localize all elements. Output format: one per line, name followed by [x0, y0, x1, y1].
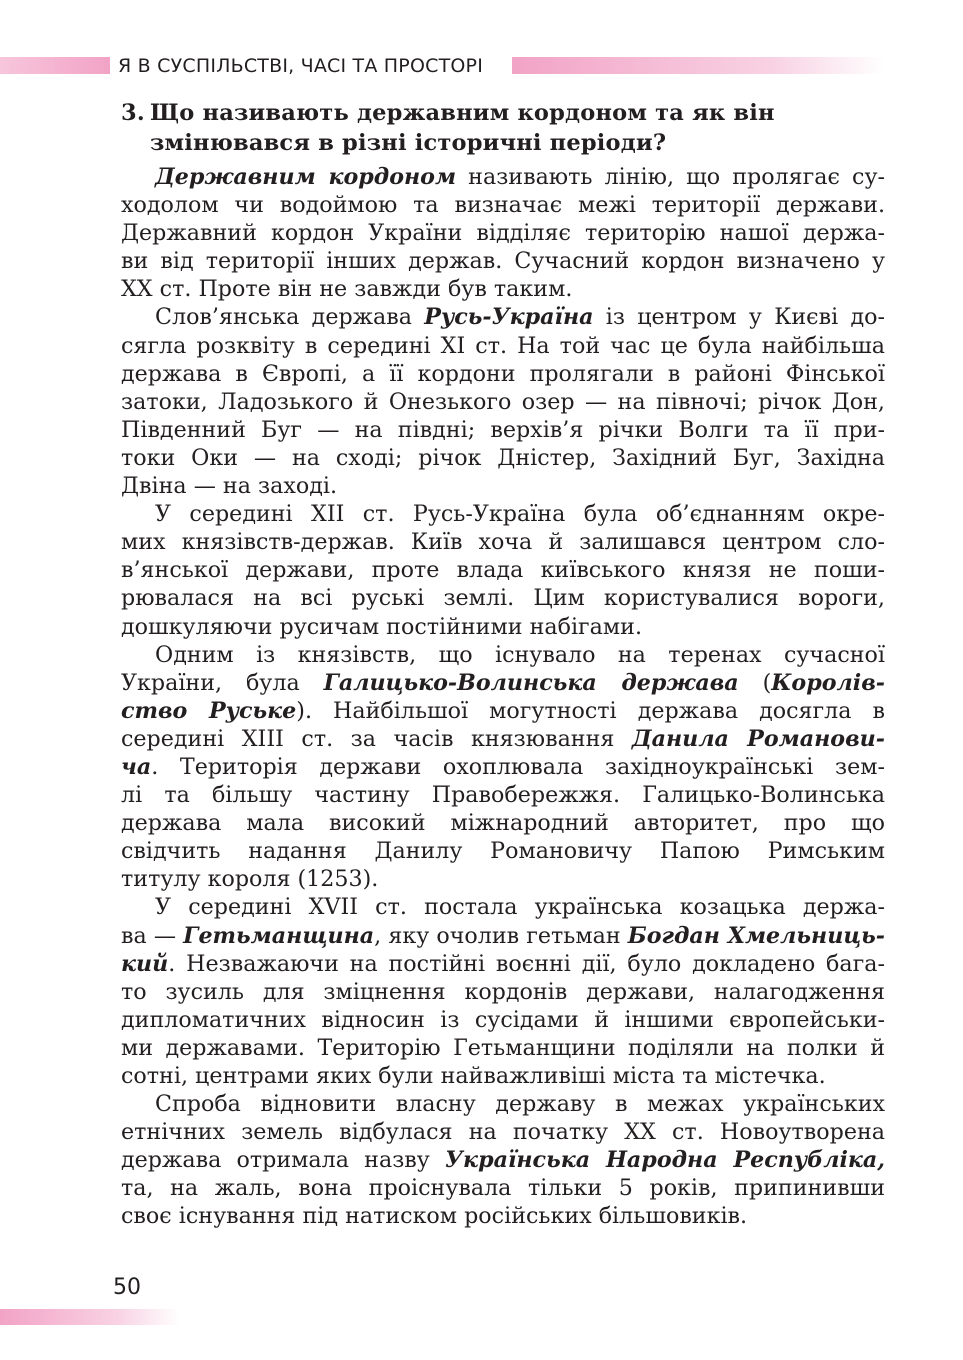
text-line: мих князівств-держав. Київ хоча й залишався центром сло-: [121, 529, 885, 556]
term-state-border: Державним кордоном: [155, 164, 457, 190]
text-line: Одним із князівств, що існувало на теренах сучасної: [155, 641, 885, 668]
text-line: дошкуляючи русичам постійними набігами.: [121, 613, 642, 640]
text-line: [121, 922, 885, 950]
text-span: ва —: [121, 922, 184, 949]
text-span: , яку очолив гетьман: [374, 922, 628, 949]
term-kingdom-of-ruthenia: Королів-: [771, 669, 885, 696]
text-line: [121, 950, 885, 978]
term-ukrainian-peoples-republic: Українська Народна Республіка: [445, 1147, 878, 1174]
text-span: ,: [877, 1147, 885, 1174]
text-span: держава отримала назву: [121, 1147, 446, 1174]
text-line: етнічних земель відбулася на початку XX ст. Новоутворена: [121, 1119, 885, 1146]
text-span: із центром у Києві до-: [593, 304, 885, 331]
text-line: [121, 303, 885, 331]
text-line: свідчить надання Данилу Романовичу Папою Римським: [121, 838, 885, 865]
text-line: дипломатичних відносин із сусідами й іншими європейськи-: [121, 1006, 885, 1033]
term-bohdan-khmelnytsky: кий: [121, 950, 169, 977]
term-bohdan-khmelnytsky: Богдан Хмельниць-: [627, 922, 885, 949]
text-span: . Незважаючи на постійні воєнні дії, було докладено бага-: [168, 950, 885, 977]
section-question: [121, 98, 885, 158]
footer-decor-bar: [0, 1309, 180, 1325]
text-line: Південний Буг — на півдні; верхів’я річки Волги та її при-: [121, 416, 885, 443]
text-line: лі та більшу частину Правобережжя. Галицько-Волинська: [121, 782, 885, 809]
paragraph-12th-century: [121, 500, 885, 640]
term-kingdom-of-ruthenia: ство Руське: [121, 697, 297, 724]
header-decor-bar-right: [512, 57, 884, 74]
paragraph-unr: [121, 1090, 885, 1230]
paragraph-state-border: [121, 163, 885, 303]
text-line: токи Оки — на сході; річок Дністер, Західний Буг, Західна: [121, 444, 885, 471]
text-line: то зусиль для зміцнення кордонів держави, налагодження: [121, 978, 885, 1005]
text-line: [121, 1146, 885, 1174]
text-line: сотні, центрами яких були найважливіші міста та містечка.: [121, 1063, 826, 1089]
question-number: 3.: [121, 100, 145, 126]
term-danylo-romanovych: Данила Романови-: [631, 725, 885, 752]
text-line: рювалася на всі руські землі. Цим користувалися вороги,: [121, 585, 885, 612]
text-span: (: [738, 669, 772, 696]
text-span: середині XIII ст. за часів князювання: [121, 725, 632, 752]
text-line: [121, 669, 885, 697]
header-title: Я В СУСПІЛЬСТВІ, ЧАСІ ТА ПРОСТОРІ: [118, 55, 483, 77]
text-line: сягла розквіту в середині XI ст. На той час це була найбільша: [121, 332, 885, 359]
text-line: ми державами. Територію Гетьманщини поділяли на полки й: [121, 1034, 885, 1061]
term-hetmanate: Гетьманщина: [183, 922, 375, 949]
text-line: ви від території інших держав. Сучасний кордон визначено у: [121, 248, 885, 275]
running-header: [0, 52, 963, 80]
text-line: [121, 697, 885, 725]
header-decor-bar-left: [0, 57, 110, 74]
text-line: держава мала високий міжнародний авторитет, про що: [121, 810, 885, 837]
text-span: України, була: [121, 669, 324, 696]
text-span: Слов’янська держава: [155, 304, 425, 331]
term-rus-ukraine: Русь-Україна: [424, 304, 594, 331]
text-line: затоки, Ладозького й Онезького озер — на півночі; річок Дон,: [121, 388, 885, 415]
paragraph-galicia-volhynia: [121, 641, 885, 894]
text-line: У середині XII ст. Русь-Україна була об’єднанням окре-: [155, 501, 885, 528]
term-galicia-volhynia: Галицько-Волинська держава: [323, 669, 739, 696]
text-line: та, на жаль, вона проіснувала тільки 5 років, припинивши: [121, 1175, 885, 1202]
text-line: Двіна — на заході.: [121, 473, 338, 500]
text-line: Державний кордон України відділяє територію нашої держа-: [121, 220, 885, 247]
text-line: в’янської держави, проте влада київського князя не поши-: [121, 557, 885, 584]
text-span: . Територія держави охоплювала західноукраїнські зем-: [151, 753, 885, 780]
text-line: [121, 753, 885, 781]
text-line: Спроба відновити власну державу в межах українських: [155, 1091, 885, 1118]
term-danylo-romanovych: ча: [121, 753, 152, 780]
paragraph-hetmanate: [121, 893, 885, 1090]
question-line: змінювався в різні історичні періоди?: [150, 130, 667, 156]
text-span: ). Найбільшої могутності держава досягла в: [296, 697, 885, 724]
text-line: XX ст. Проте він не завжди був таким.: [121, 276, 573, 303]
text-line: [121, 163, 885, 191]
text-line: ходолом чи водоймою та визначає межі території держави.: [121, 192, 885, 219]
text-span: називають лінію, що пролягає су-: [456, 164, 885, 190]
text-line: У середині XVII ст. постала українська козацька держа-: [155, 894, 885, 921]
text-line: [121, 725, 885, 753]
page-number: 50: [113, 1275, 141, 1300]
text-line: держава в Європі, а її кордони пролягали в районі Фінської: [121, 360, 885, 387]
paragraph-rus-ukraine: [121, 303, 885, 500]
text-line: своє існування під натиском російських більшовиків.: [121, 1203, 748, 1230]
question-line: Що називають державним кордоном та як він: [150, 100, 775, 126]
page-content: [121, 98, 885, 1231]
text-line: титулу короля (1253).: [121, 866, 379, 893]
